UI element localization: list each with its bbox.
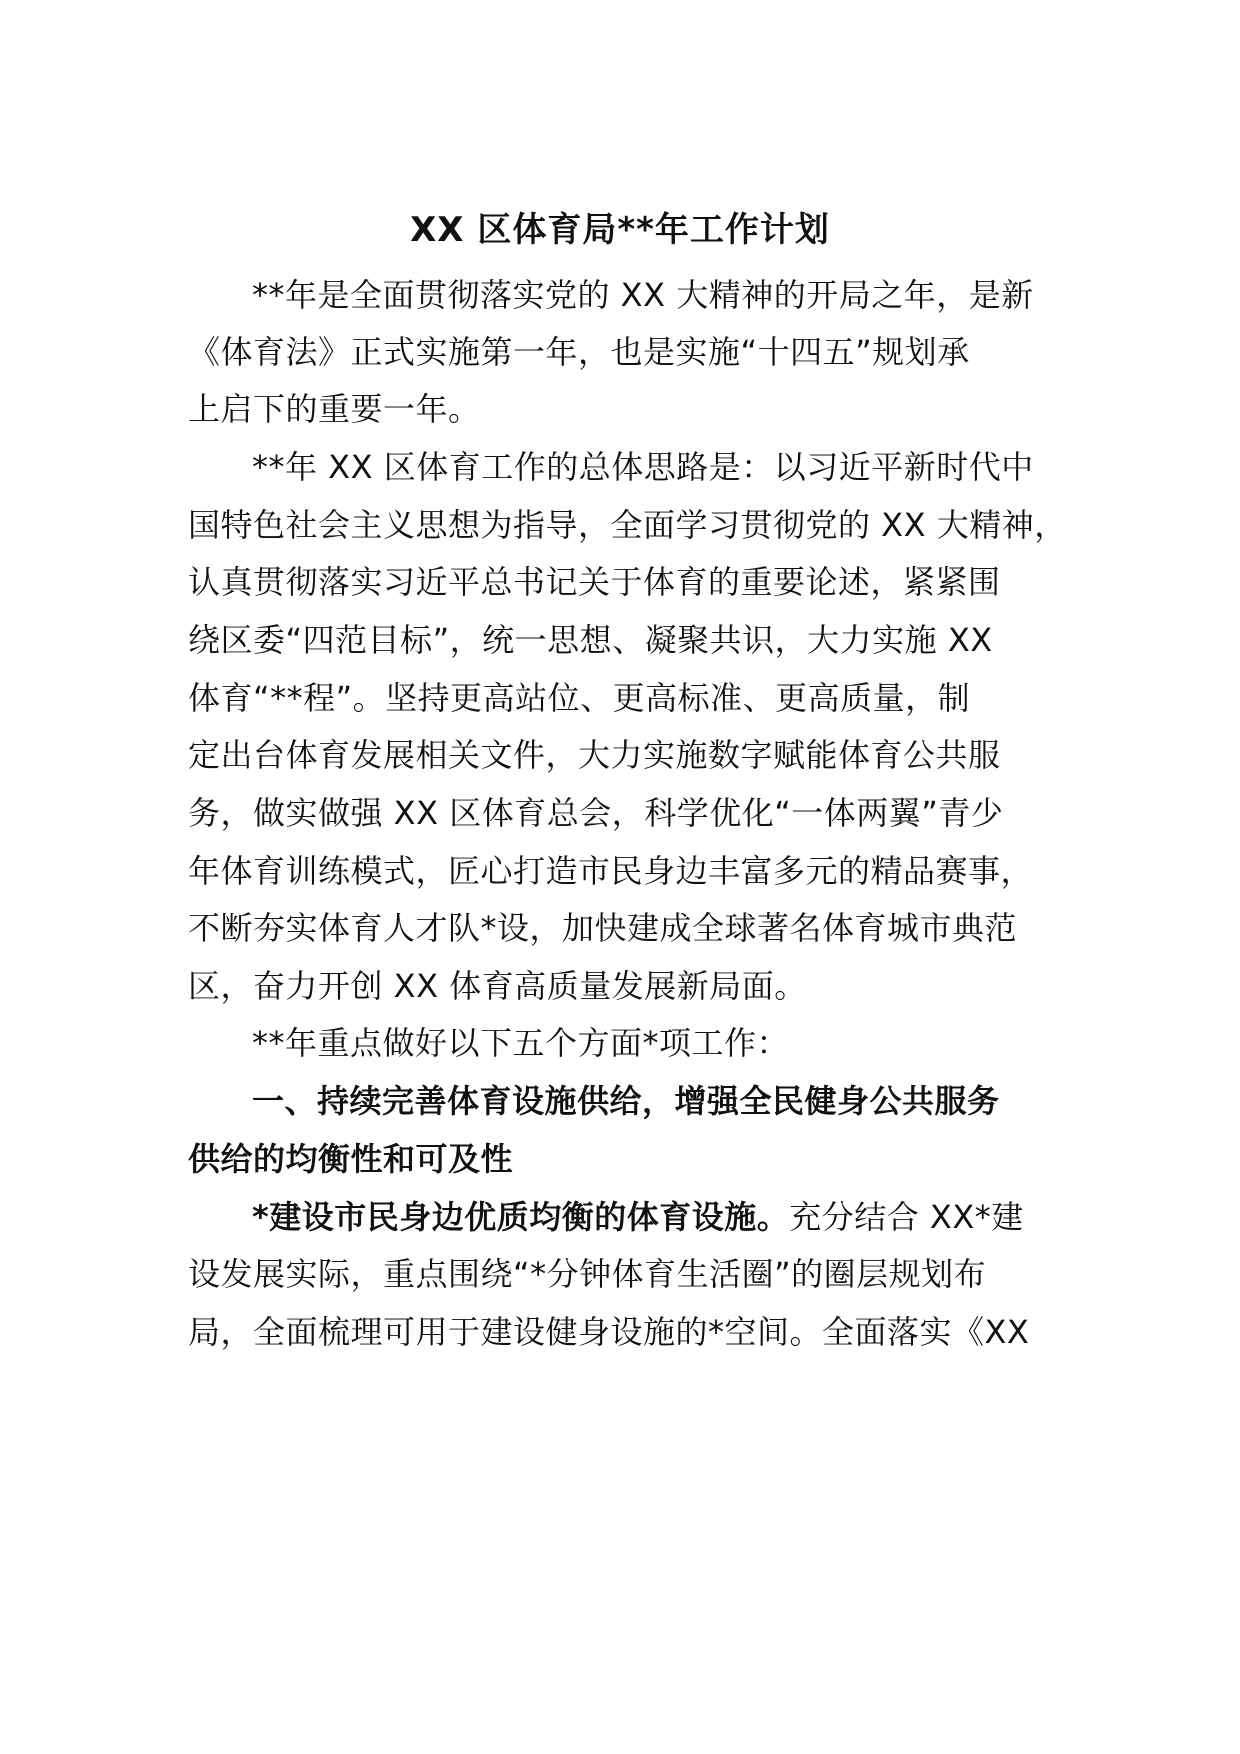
paragraph-line: 不断夯实体育人才队*设，加快建成全球著名体育城市典范: [188, 909, 1018, 947]
paragraph-line: 局，全面梳理可用于建设健身设施的*空间。全面落实《XX: [188, 1313, 1030, 1351]
paragraph-text: 充分结合 XX*建: [789, 1198, 1024, 1236]
paragraph-line: 定出台体育发展相关文件，大力实施数字赋能体育公共服: [188, 736, 1001, 774]
paragraph-line: **年 XX 区体育工作的总体思路是：以习近平新时代中: [252, 448, 1034, 486]
paragraph-line: 国特色社会主义思想为指导，全面学习贯彻党的 XX 大精神，: [188, 506, 1067, 544]
paragraph-line: 设发展实际，重点围绕“*分钟体育生活圈”的圈层规划布: [188, 1255, 987, 1293]
paragraph-line: 认真贯彻落实习近平总书记关于体育的重要论述，紧紧围: [188, 563, 1001, 601]
paragraph-line: [252, 1194, 1024, 1240]
paragraph-line: 绕区委“四范目标”，统一思想、凝聚共识，大力实施 XX: [188, 621, 993, 659]
paragraph-line: 体育“**程”。坚持更高站位、更高标准、更高质量，制: [188, 679, 971, 717]
paragraph-line: 务，做实做强 XX 区体育总会，科学优化“一体两翼”青少: [188, 794, 1004, 832]
section-heading-line: 供给的均衡性和可及性: [188, 1140, 514, 1178]
document-title: XX 区体育局**年工作计划: [410, 210, 830, 250]
paragraph-line: 《体育法》正式实施第一年，也是实施“十四五”规划承: [188, 333, 970, 371]
paragraph-line: **年重点做好以下五个方面*项工作：: [252, 1024, 790, 1062]
subsection-heading: *建设市民身边优质均衡的体育设施。: [252, 1198, 790, 1236]
paragraph-line: 区，奋力开创 XX 体育高质量发展新局面。: [188, 967, 807, 1005]
section-heading-line: 一、持续完善体育设施供给，增强全民健身公共服务: [252, 1082, 1000, 1120]
paragraph-line: 年体育训练模式，匠心打造市民身边丰富多元的精品赛事，: [188, 852, 1034, 890]
paragraph-line: **年是全面贯彻落实党的 XX 大精神的开局之年，是新: [252, 276, 1034, 314]
paragraph-line: 上启下的重要一年。: [188, 390, 481, 428]
